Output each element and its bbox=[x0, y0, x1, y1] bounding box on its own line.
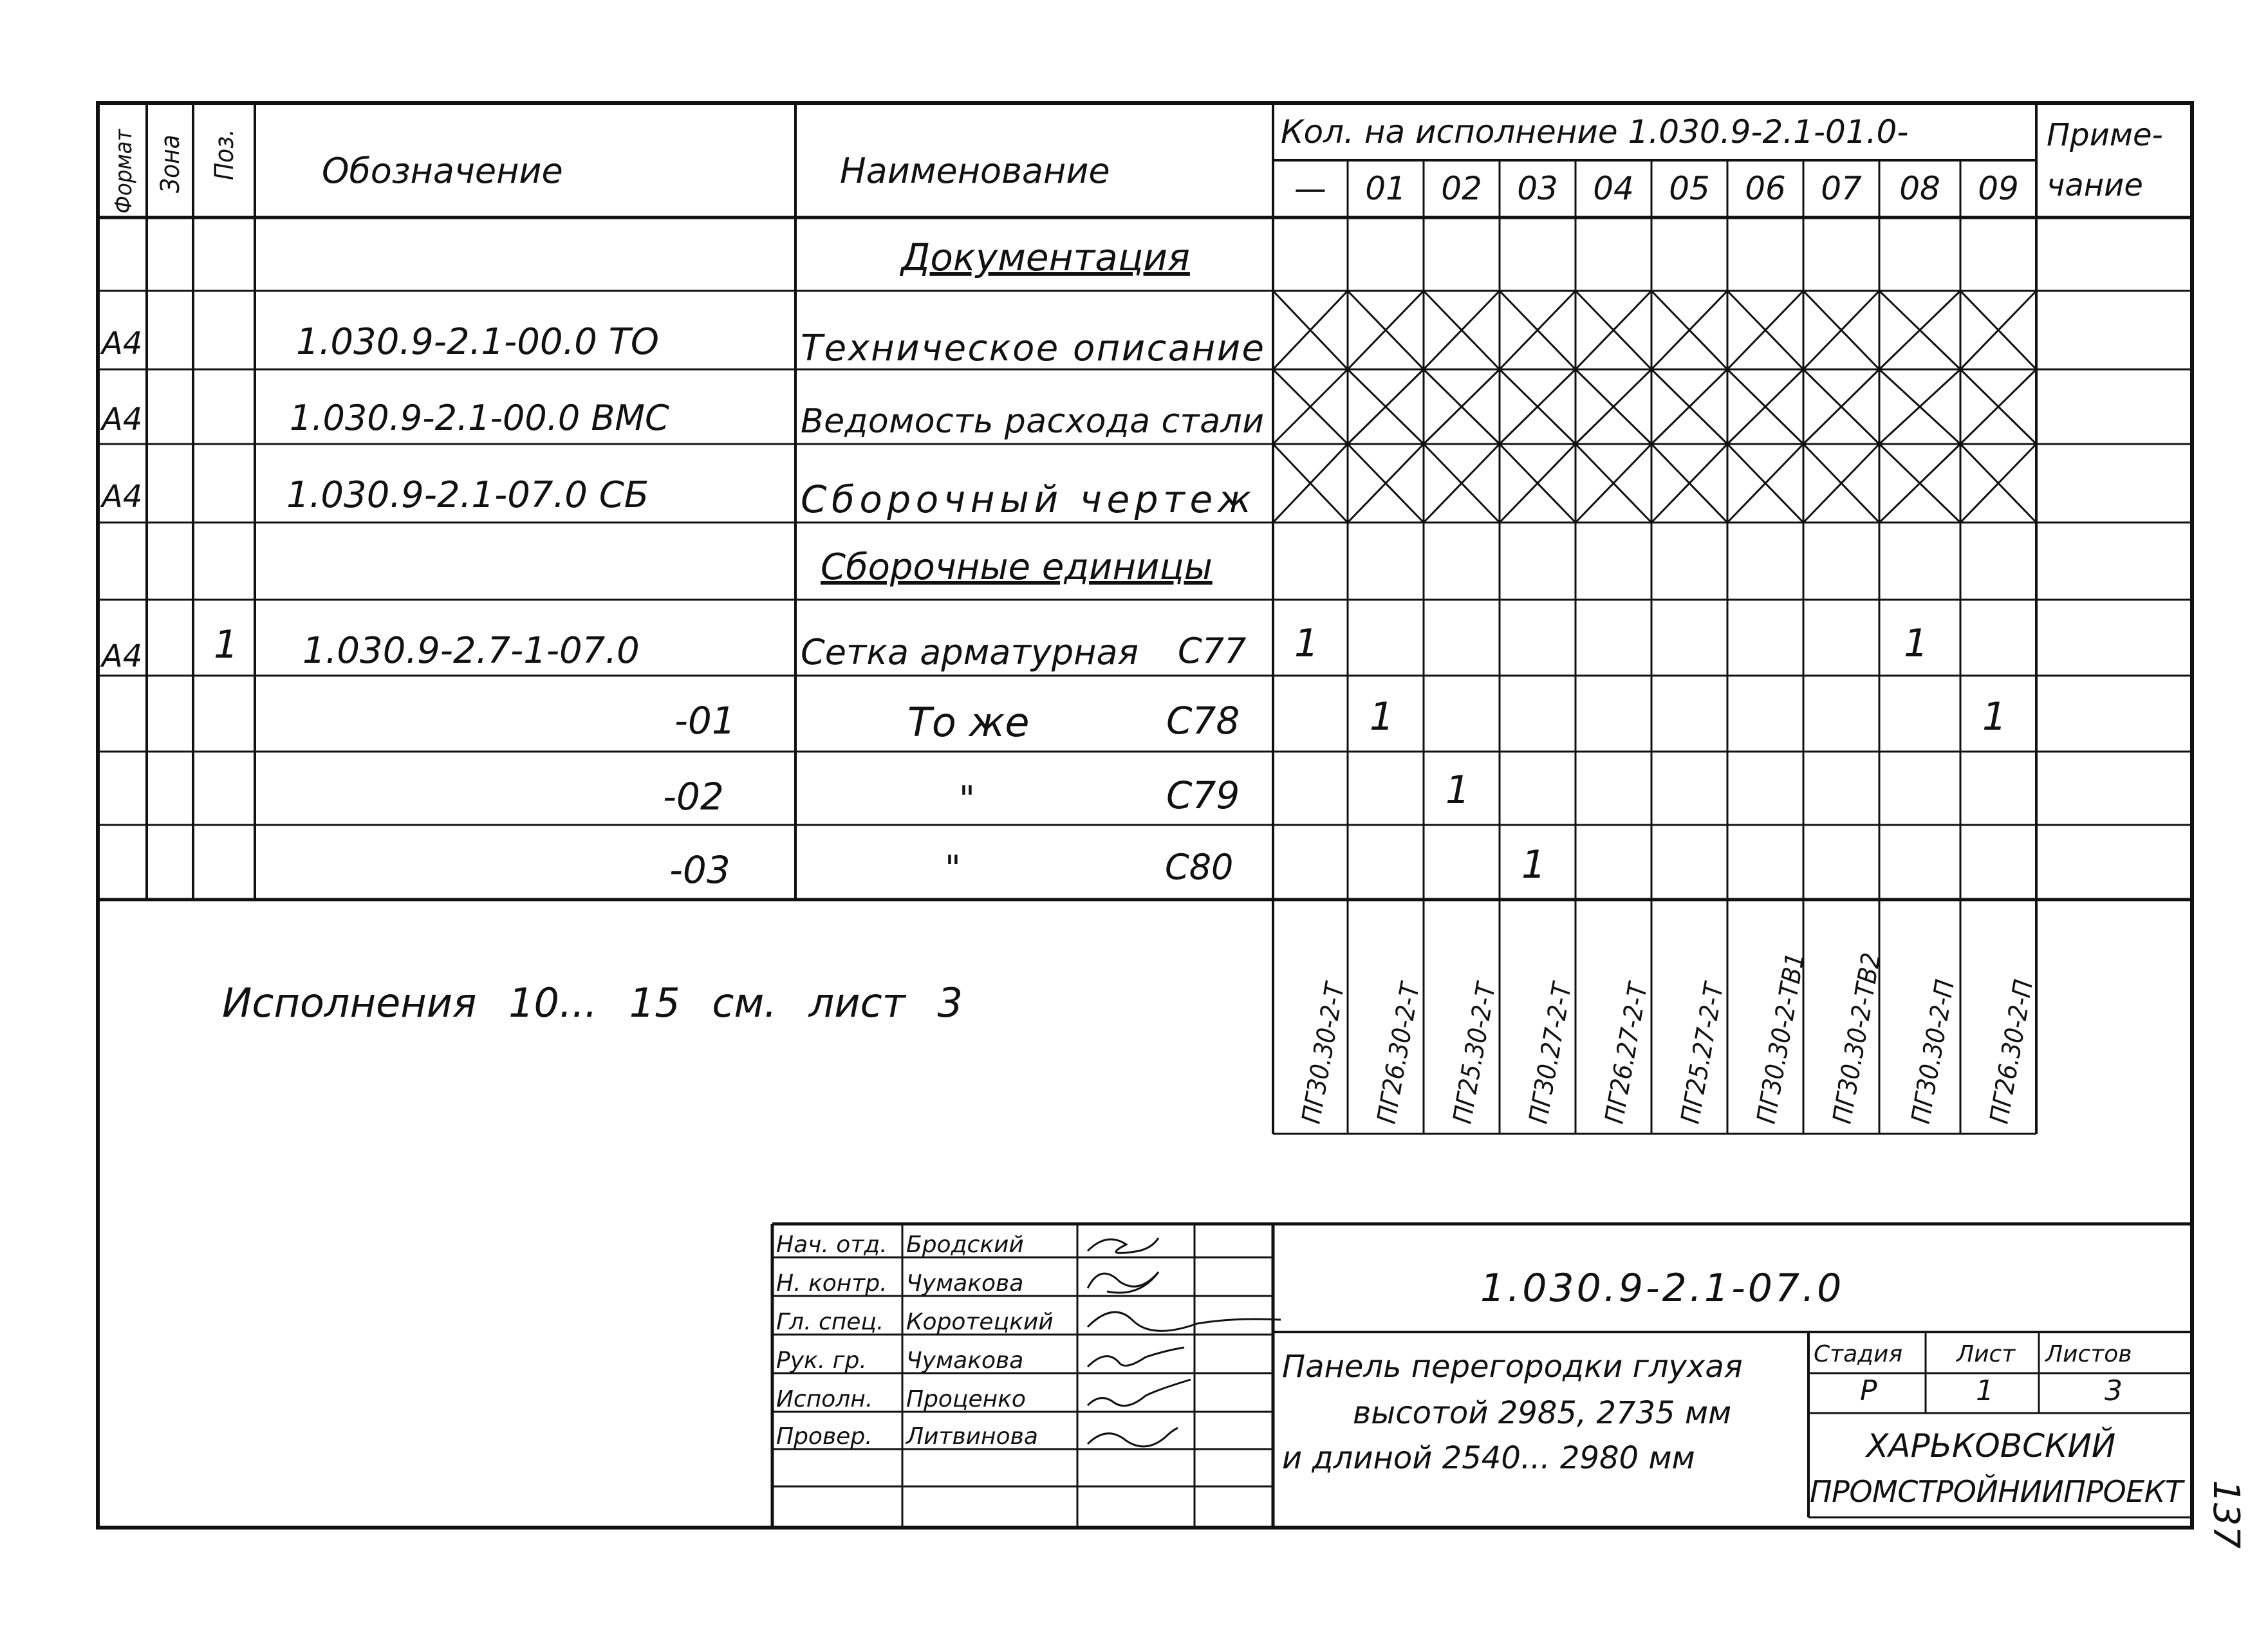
row-designation: 1.030.9-2.1-00.0 ВМС bbox=[290, 398, 669, 438]
assembly-row bbox=[100, 622, 1246, 674]
variant-header: 07 bbox=[1821, 170, 1862, 207]
row-mark: С80 bbox=[1165, 847, 1234, 887]
quantity-value: 1 bbox=[1982, 694, 2007, 739]
role-label: Гл. спец. bbox=[776, 1309, 884, 1335]
row-mark: С77 bbox=[1178, 631, 1247, 671]
sheets-value: 3 bbox=[2105, 1374, 2123, 1407]
page-number: 137 bbox=[2205, 1480, 2247, 1549]
header-format: Формат bbox=[111, 129, 137, 214]
row-designation: 1.030.9-2.1-07.0 СБ bbox=[286, 474, 649, 516]
row-name: " bbox=[959, 779, 975, 819]
variant-header: 06 bbox=[1745, 170, 1786, 207]
sheet-label: Лист bbox=[1957, 1341, 2016, 1367]
role-name: Чумакова bbox=[906, 1270, 1024, 1297]
role-name: Бродский bbox=[906, 1232, 1024, 1258]
variants-note: Исполнения 10... 15 см. лист 3 bbox=[222, 979, 963, 1026]
stage-value: Р bbox=[1860, 1374, 1877, 1407]
panel-mark: ПГ30.30-2-ТВ2 bbox=[1827, 950, 1887, 1126]
panel-mark: ПГ30.30-2-ТВ1 bbox=[1751, 950, 1811, 1126]
assembly-row bbox=[669, 847, 1233, 892]
role-label: Рук. гр. bbox=[776, 1347, 867, 1374]
row-format: А4 bbox=[102, 326, 143, 362]
panel-marks bbox=[1297, 950, 2040, 1125]
row-name: Ведомость расхода стали bbox=[801, 402, 1264, 441]
signature-marks bbox=[1088, 1238, 1281, 1447]
section-documentation: Документация bbox=[901, 236, 1190, 279]
role-label: Исполн. bbox=[776, 1386, 873, 1412]
variant-header: 09 bbox=[1978, 170, 2019, 207]
row-designation: 1.030.9-2.1-00.0 ТО bbox=[296, 321, 659, 363]
variant-header: 01 bbox=[1365, 170, 1406, 207]
variant-header: 05 bbox=[1669, 170, 1710, 207]
role-name: Литвинова bbox=[906, 1423, 1038, 1450]
panel-mark: ПГ30.30-2-Т bbox=[1296, 981, 1351, 1126]
org-line-2: ПРОМСТРОЙНИИПРОЕКТ bbox=[1810, 1474, 2183, 1509]
row-format: А4 bbox=[102, 638, 143, 674]
title-line-1: Панель перегородки глухая bbox=[1282, 1349, 1743, 1385]
row-pos: 1 bbox=[214, 622, 239, 667]
variant-header: 08 bbox=[1899, 170, 1940, 207]
header-note-1: Приме- bbox=[2047, 117, 2163, 153]
panel-mark: ПГ26.30-2-П bbox=[1984, 977, 2040, 1126]
hatched-cells bbox=[1273, 291, 2036, 522]
row-name: То же bbox=[907, 699, 1030, 746]
row-designation: 1.030.9-2.7-1-07.0 bbox=[302, 630, 640, 672]
panel-mark: ПГ26.27-2-Т bbox=[1599, 981, 1654, 1126]
role-name: Чумакова bbox=[906, 1347, 1024, 1374]
panel-mark: ПГ30.30-2-П bbox=[1906, 977, 1961, 1126]
header-name: Наименование bbox=[840, 151, 1110, 191]
role-label: Н. контр. bbox=[776, 1270, 888, 1297]
panel-mark: ПГ30.27-2-Т bbox=[1523, 981, 1578, 1126]
document-row bbox=[100, 398, 1264, 441]
panel-mark: ПГ25.30-2-Т bbox=[1447, 981, 1502, 1126]
header-designation: Обозначение bbox=[322, 151, 563, 191]
assembly-row bbox=[663, 773, 1240, 819]
header-note-2: чание bbox=[2047, 167, 2143, 203]
stage-label: Стадия bbox=[1814, 1341, 1903, 1367]
row-format: А4 bbox=[102, 402, 143, 438]
doc-code: 1.030.9-2.1-07.0 bbox=[1480, 1266, 1845, 1311]
sheets-label: Листов bbox=[2045, 1341, 2132, 1367]
quantity-value: 1 bbox=[1294, 621, 1319, 666]
sheet-value: 1 bbox=[1976, 1374, 1994, 1407]
variant-header: 02 bbox=[1441, 170, 1482, 207]
quantity-value: 1 bbox=[1445, 768, 1471, 813]
frame-lines bbox=[98, 103, 2192, 1528]
header-qty-title: Кол. на исполнение 1.030.9-2.1-01.0- bbox=[1281, 113, 1909, 151]
row-designation: -02 bbox=[663, 775, 724, 818]
quantity-value: 1 bbox=[1521, 842, 1547, 887]
header-pos: Поз. bbox=[210, 129, 239, 180]
row-name: Техническое описание bbox=[801, 328, 1264, 369]
row-mark: С79 bbox=[1166, 773, 1240, 817]
row-mark: С78 bbox=[1166, 699, 1240, 743]
row-name: Сетка арматурная bbox=[801, 632, 1139, 672]
variant-header: 04 bbox=[1593, 170, 1634, 207]
document-row bbox=[100, 474, 1251, 521]
role-name: Коротецкий bbox=[906, 1309, 1054, 1335]
quantity-value: 1 bbox=[1903, 621, 1929, 666]
row-name: Сборочный чертеж bbox=[801, 477, 1251, 521]
variant-header-row bbox=[1294, 170, 2019, 207]
variant-header: — bbox=[1294, 170, 1326, 207]
header-zone: Зона bbox=[156, 134, 185, 193]
title-line-2: высотой 2985, 2735 мм bbox=[1353, 1395, 1732, 1431]
panel-mark: ПГ26.30-2-Т bbox=[1371, 981, 1426, 1126]
role-name: Проценко bbox=[906, 1386, 1026, 1412]
document-row bbox=[100, 321, 1264, 369]
org-line-1: ХАРЬКОВСКИЙ bbox=[1866, 1427, 2116, 1465]
title-block-roles bbox=[776, 1232, 1054, 1450]
role-label: Провер. bbox=[776, 1423, 873, 1450]
section-assembly-units: Сборочные единицы bbox=[821, 546, 1213, 588]
quantity-value: 1 bbox=[1369, 694, 1395, 739]
variant-header: 03 bbox=[1517, 170, 1558, 207]
row-designation: -01 bbox=[674, 699, 736, 743]
row-name: " bbox=[945, 848, 961, 889]
assembly-row bbox=[674, 699, 1240, 746]
role-label: Нач. отд. bbox=[776, 1232, 888, 1258]
title-line-3: и длиной 2540... 2980 мм bbox=[1282, 1440, 1695, 1476]
row-designation: -03 bbox=[669, 848, 730, 892]
row-format: А4 bbox=[102, 479, 143, 515]
panel-mark: ПГ25.27-2-Т bbox=[1675, 981, 1730, 1126]
